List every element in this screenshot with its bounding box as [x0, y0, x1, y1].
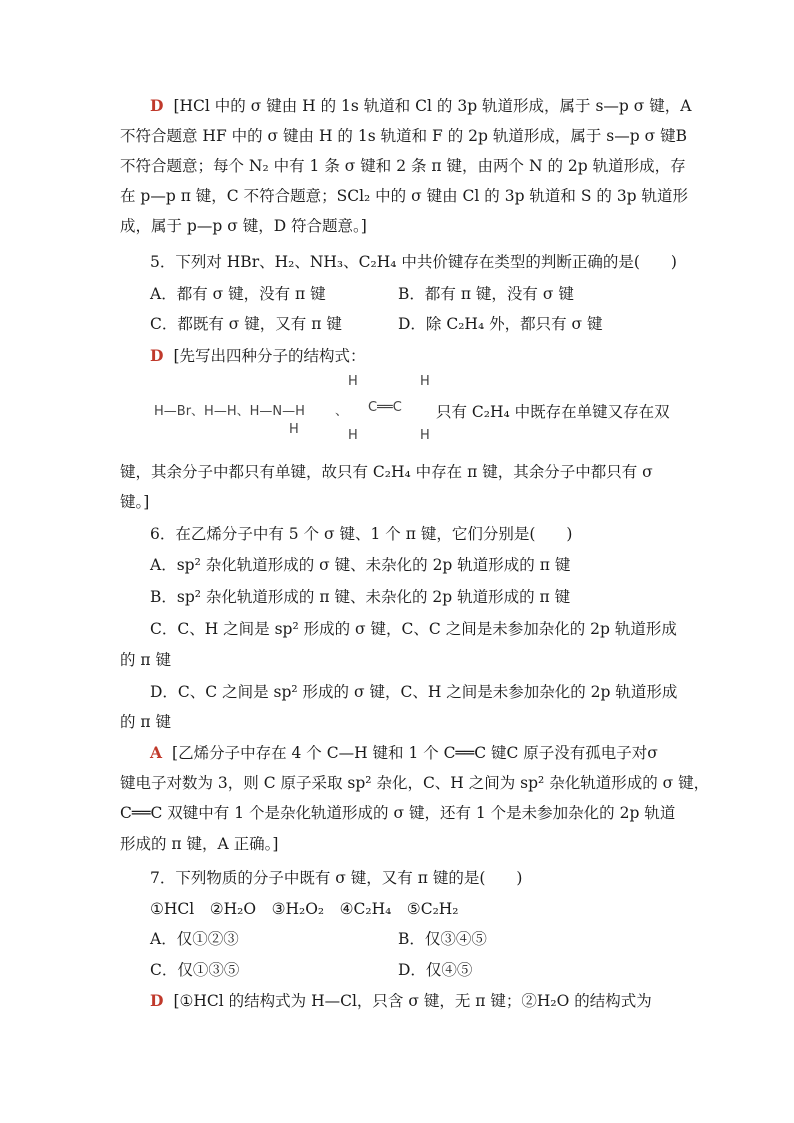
formula-nh3-bottom-h: H [289, 422, 299, 437]
option-c: C．都既有 σ 键，又有 π 键 [150, 315, 342, 333]
answer-explanation-line: D [HCl 中的 σ 键由 H 的 1s 轨道和 Cl 的 3p 轨道形成，属于 s—p σ 键，A [150, 96, 692, 115]
option-c: C．仅①③⑤ [150, 961, 240, 979]
formula-c2h4-rt: H [420, 374, 430, 389]
answer-letter: D [150, 346, 164, 365]
answer-explanation-line: A [乙烯分子中存在 4 个 C—H 键和 1 个 C══C 键C 原子没有孤电子对σ [150, 743, 658, 762]
option-a: A．sp² 杂化轨道形成的 σ 键、未杂化的 2p 轨道形成的 π 键 [150, 556, 571, 574]
option-b: B．都有 π 键，没有 σ 键 [398, 285, 574, 303]
answer-letter: D [150, 991, 164, 1010]
option-a: A．都有 σ 键，没有 π 键 [150, 285, 326, 303]
explanation-line: 只有 C₂H₄ 中既存在单键又存在双 [436, 403, 670, 421]
explanation-line: 不符合题意 HF 中的 σ 键由 H 的 1s 轨道和 F 的 2p 轨道形成，属于 s—p σ 键B [120, 127, 687, 145]
option-d: D．C、C 之间是 sp² 形成的 σ 键，C、H 之间是未参加杂化的 2p 轨道形成 [150, 683, 678, 701]
formula-c2h4-core: C══C [368, 400, 402, 415]
explanation-line: 键。] [120, 493, 150, 511]
q7-options-ab [150, 929, 670, 949]
q7-options-cd [150, 960, 670, 980]
option-d: D．仅④⑤ [398, 961, 473, 979]
formula-c2h4-lt: H [348, 374, 358, 389]
answer-letter: A [150, 743, 163, 762]
answer-letter: D [150, 96, 164, 115]
option-b: B．仅③④⑤ [398, 930, 487, 948]
option-c: C．C、H 之间是 sp² 形成的 σ 键，C、C 之间是未参加杂化的 2p 轨道形成 [150, 620, 677, 638]
q5-options-ab [150, 284, 670, 304]
explanation-line: 不符合题意；每个 N₂ 中有 1 条 σ 键和 2 条 π 键，由两个 N 的 2p 轨道形成，存 [120, 157, 686, 175]
q5-options-cd [150, 314, 670, 334]
option-b: B．sp² 杂化轨道形成的 π 键、未杂化的 2p 轨道形成的 π 键 [150, 588, 571, 606]
answer-explanation-line: D [①HCl 的结构式为 H—Cl，只含 σ 键，无 π 键；②H₂O 的结构式为 [150, 991, 652, 1010]
question-6: 6．在乙烯分子中有 5 个 σ 键、1 个 π 键，它们分别是( ) [150, 525, 573, 543]
formula-c2h4-rb: H [420, 428, 430, 443]
explanation-line: C══C 双键中有 1 个是杂化轨道形成的 σ 键，还有 1 个是未参加杂化的 2p 轨道 [120, 804, 676, 822]
option-d-cont: 的 π 键 [120, 713, 172, 731]
answer-explanation-line: D [先写出四种分子的结构式： [150, 346, 366, 365]
q7-substances: ①HCl ②H₂O ③H₂O₂ ④C₂H₄ ⑤C₂H₂ [150, 900, 459, 918]
explanation-line: 形成的 π 键，A 正确。] [120, 835, 279, 853]
explanation-line: 在 p—p π 键，C 不符合题意；SCl₂ 中的 σ 键由 Cl 的 3p 轨道和 S 的 3p 轨道形 [120, 187, 689, 205]
question-5: 5．下列对 HBr、H₂、NH₃、C₂H₄ 中共价键存在类型的判断正确的是( ) [150, 253, 677, 271]
question-7: 7．下列物质的分子中既有 σ 键，又有 π 键的是( ) [150, 869, 523, 887]
explanation-line: 键电子对数为 3，则 C 原子采取 sp² 杂化，C、H 之间为 sp² 杂化轨道形成的 σ 键， [120, 774, 710, 792]
option-a: A．仅①②③ [150, 930, 239, 948]
structural-formula [150, 372, 450, 448]
explanation-line: 成，属于 p—p σ 键，D 符合题意。] [120, 217, 367, 235]
explanation-line: 键，其余分子中都只有单键，故只有 C₂H₄ 中存在 π 键，其余分子中都只有 σ [120, 463, 653, 481]
option-c-cont: 的 π 键 [120, 651, 172, 669]
formula-hbr-h2-nh3: H—Br、H—H、H—N—H [154, 404, 305, 419]
formula-separator: 、 [335, 404, 349, 419]
formula-c2h4-lb: H [348, 428, 358, 443]
option-d: D．除 C₂H₄ 外，都只有 σ 键 [398, 315, 603, 333]
